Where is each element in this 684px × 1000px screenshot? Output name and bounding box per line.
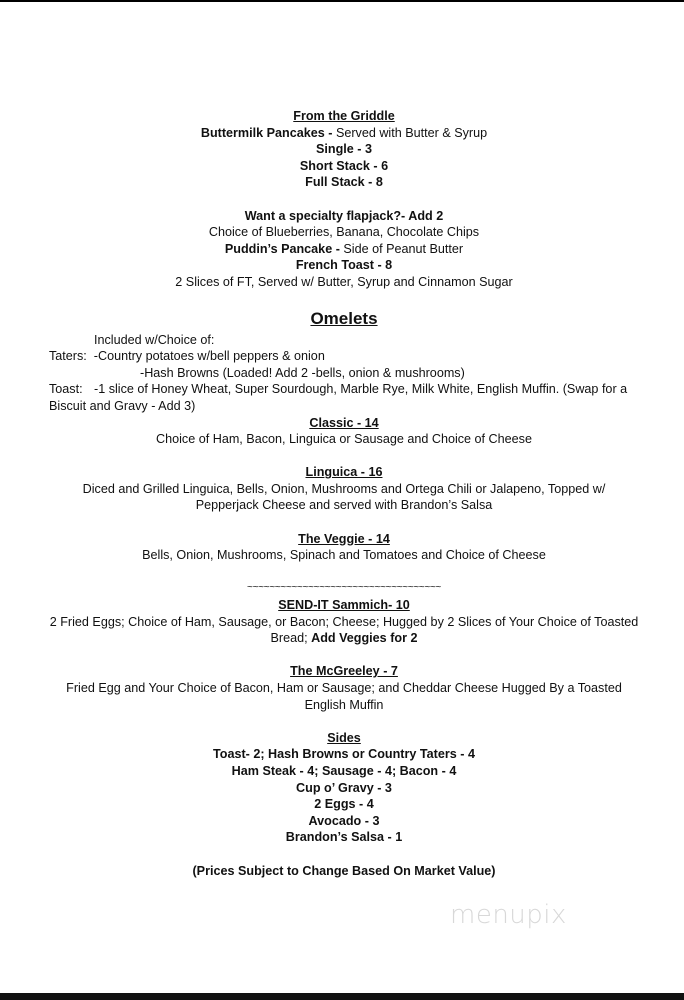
menu-item-specialty: Want a specialty flapjack?- Add 2 [244, 208, 444, 223]
menu-item-single: Single - 3 [316, 142, 372, 157]
price-disclaimer: (Prices Subject to Change Based On Market Value) [192, 863, 496, 878]
taters-option: -Country potatoes w/bell peppers & onion [93, 349, 325, 364]
toast-options: -1 slice of Honey Wheat, Super Sourdough, Marble Rye, Milk White, English Muffin. (Swap for a [94, 382, 628, 397]
menu-item-full-stack: Full Stack - 8 [305, 175, 383, 190]
mcgreeley-desc-2: English Muffin [304, 697, 384, 712]
desc-text: Bread; [270, 631, 312, 646]
menu-page [49, 108, 639, 879]
omelet-veggie-desc: Bells, Onion, Mushrooms, Spinach and Tomatoes and Choice of Cheese [142, 548, 546, 563]
section-title-griddle: From the Griddle [293, 109, 395, 123]
menupix-watermark: menupix [450, 900, 567, 930]
side-line: Brandon’s Salsa - 1 [285, 830, 403, 845]
side-line: Cup o’ Gravy - 3 [296, 780, 392, 795]
toast-line [49, 381, 639, 398]
sandwich-sendit: SEND-IT Sammich- 10 [278, 598, 410, 613]
omelet-classic: Classic - 14 [309, 415, 379, 430]
section-title-omelets: Omelets [310, 308, 378, 328]
menu-item-short-stack: Short Stack - 6 [299, 158, 389, 173]
sandwich-mcgreeley: The McGreeley - 7 [290, 664, 398, 679]
bottom-border [0, 993, 684, 1000]
toast-label: Toast: [49, 382, 83, 397]
omelet-linguica-desc: Diced and Grilled Linguica, Bells, Onion, Mushrooms and Ortega Chili or Jalapeno, Topped w/ [82, 481, 606, 496]
section-title-sides: Sides [327, 730, 361, 745]
separator: ~~~~~~~~~~~~~~~~~~~~~~~~~~~~~~~~~~~ [247, 582, 441, 594]
mcgreeley-desc: Fried Egg and Your Choice of Bacon, Ham or Sausage; and Cheddar Cheese Hugged By a Toasted [66, 681, 622, 695]
toast-line-2: Biscuit and Gravy - Add 3) [49, 398, 196, 413]
menu-item-french-toast: French Toast - 8 [295, 258, 393, 273]
side-line: Avocado - 3 [308, 813, 380, 828]
taters-option-2: -Hash Browns (Loaded! Add 2 -bells, onion & mushrooms) [140, 365, 465, 380]
omelet-classic-desc: Choice of Ham, Bacon, Linguica or Sausage and Choice of Cheese [156, 432, 532, 447]
item-desc: Side of Peanut Butter [343, 241, 464, 256]
sendit-desc-2 [49, 630, 639, 647]
taters-line [49, 348, 639, 365]
omelet-veggie: The Veggie - 14 [298, 531, 390, 546]
item-desc: Served with Butter & Syrup [335, 125, 488, 140]
menu-item-buttermilk [49, 125, 639, 142]
included-note: Included w/Choice of: [94, 332, 215, 347]
item-name: Puddin’s Pancake - [224, 241, 344, 256]
specialty-choices: Choice of Blueberries, Banana, Chocolate Chips [208, 225, 480, 240]
french-toast-desc: 2 Slices of FT, Served w/ Butter, Syrup and Cinnamon Sugar [175, 274, 513, 289]
taters-label: Taters: [49, 349, 87, 364]
omelet-linguica-desc-2: Pepperjack Cheese and served with Brandon’s Salsa [195, 498, 493, 513]
side-line: 2 Eggs - 4 [314, 797, 374, 812]
add-veggies: Add Veggies for 2 [311, 631, 418, 646]
omelet-linguica: Linguica - 16 [305, 465, 383, 480]
item-name: Buttermilk Pancakes - [200, 125, 336, 140]
top-border [0, 0, 684, 2]
side-line: Toast- 2; Hash Browns or Country Taters - 4 [213, 747, 475, 762]
side-line: Ham Steak - 4; Sausage - 4; Bacon - 4 [231, 763, 457, 778]
sendit-desc: 2 Fried Eggs; Choice of Ham, Sausage, or Bacon; Cheese; Hugged by 2 Slices of Your Choice of Toasted [49, 614, 639, 629]
menu-item-puddin [49, 241, 639, 258]
